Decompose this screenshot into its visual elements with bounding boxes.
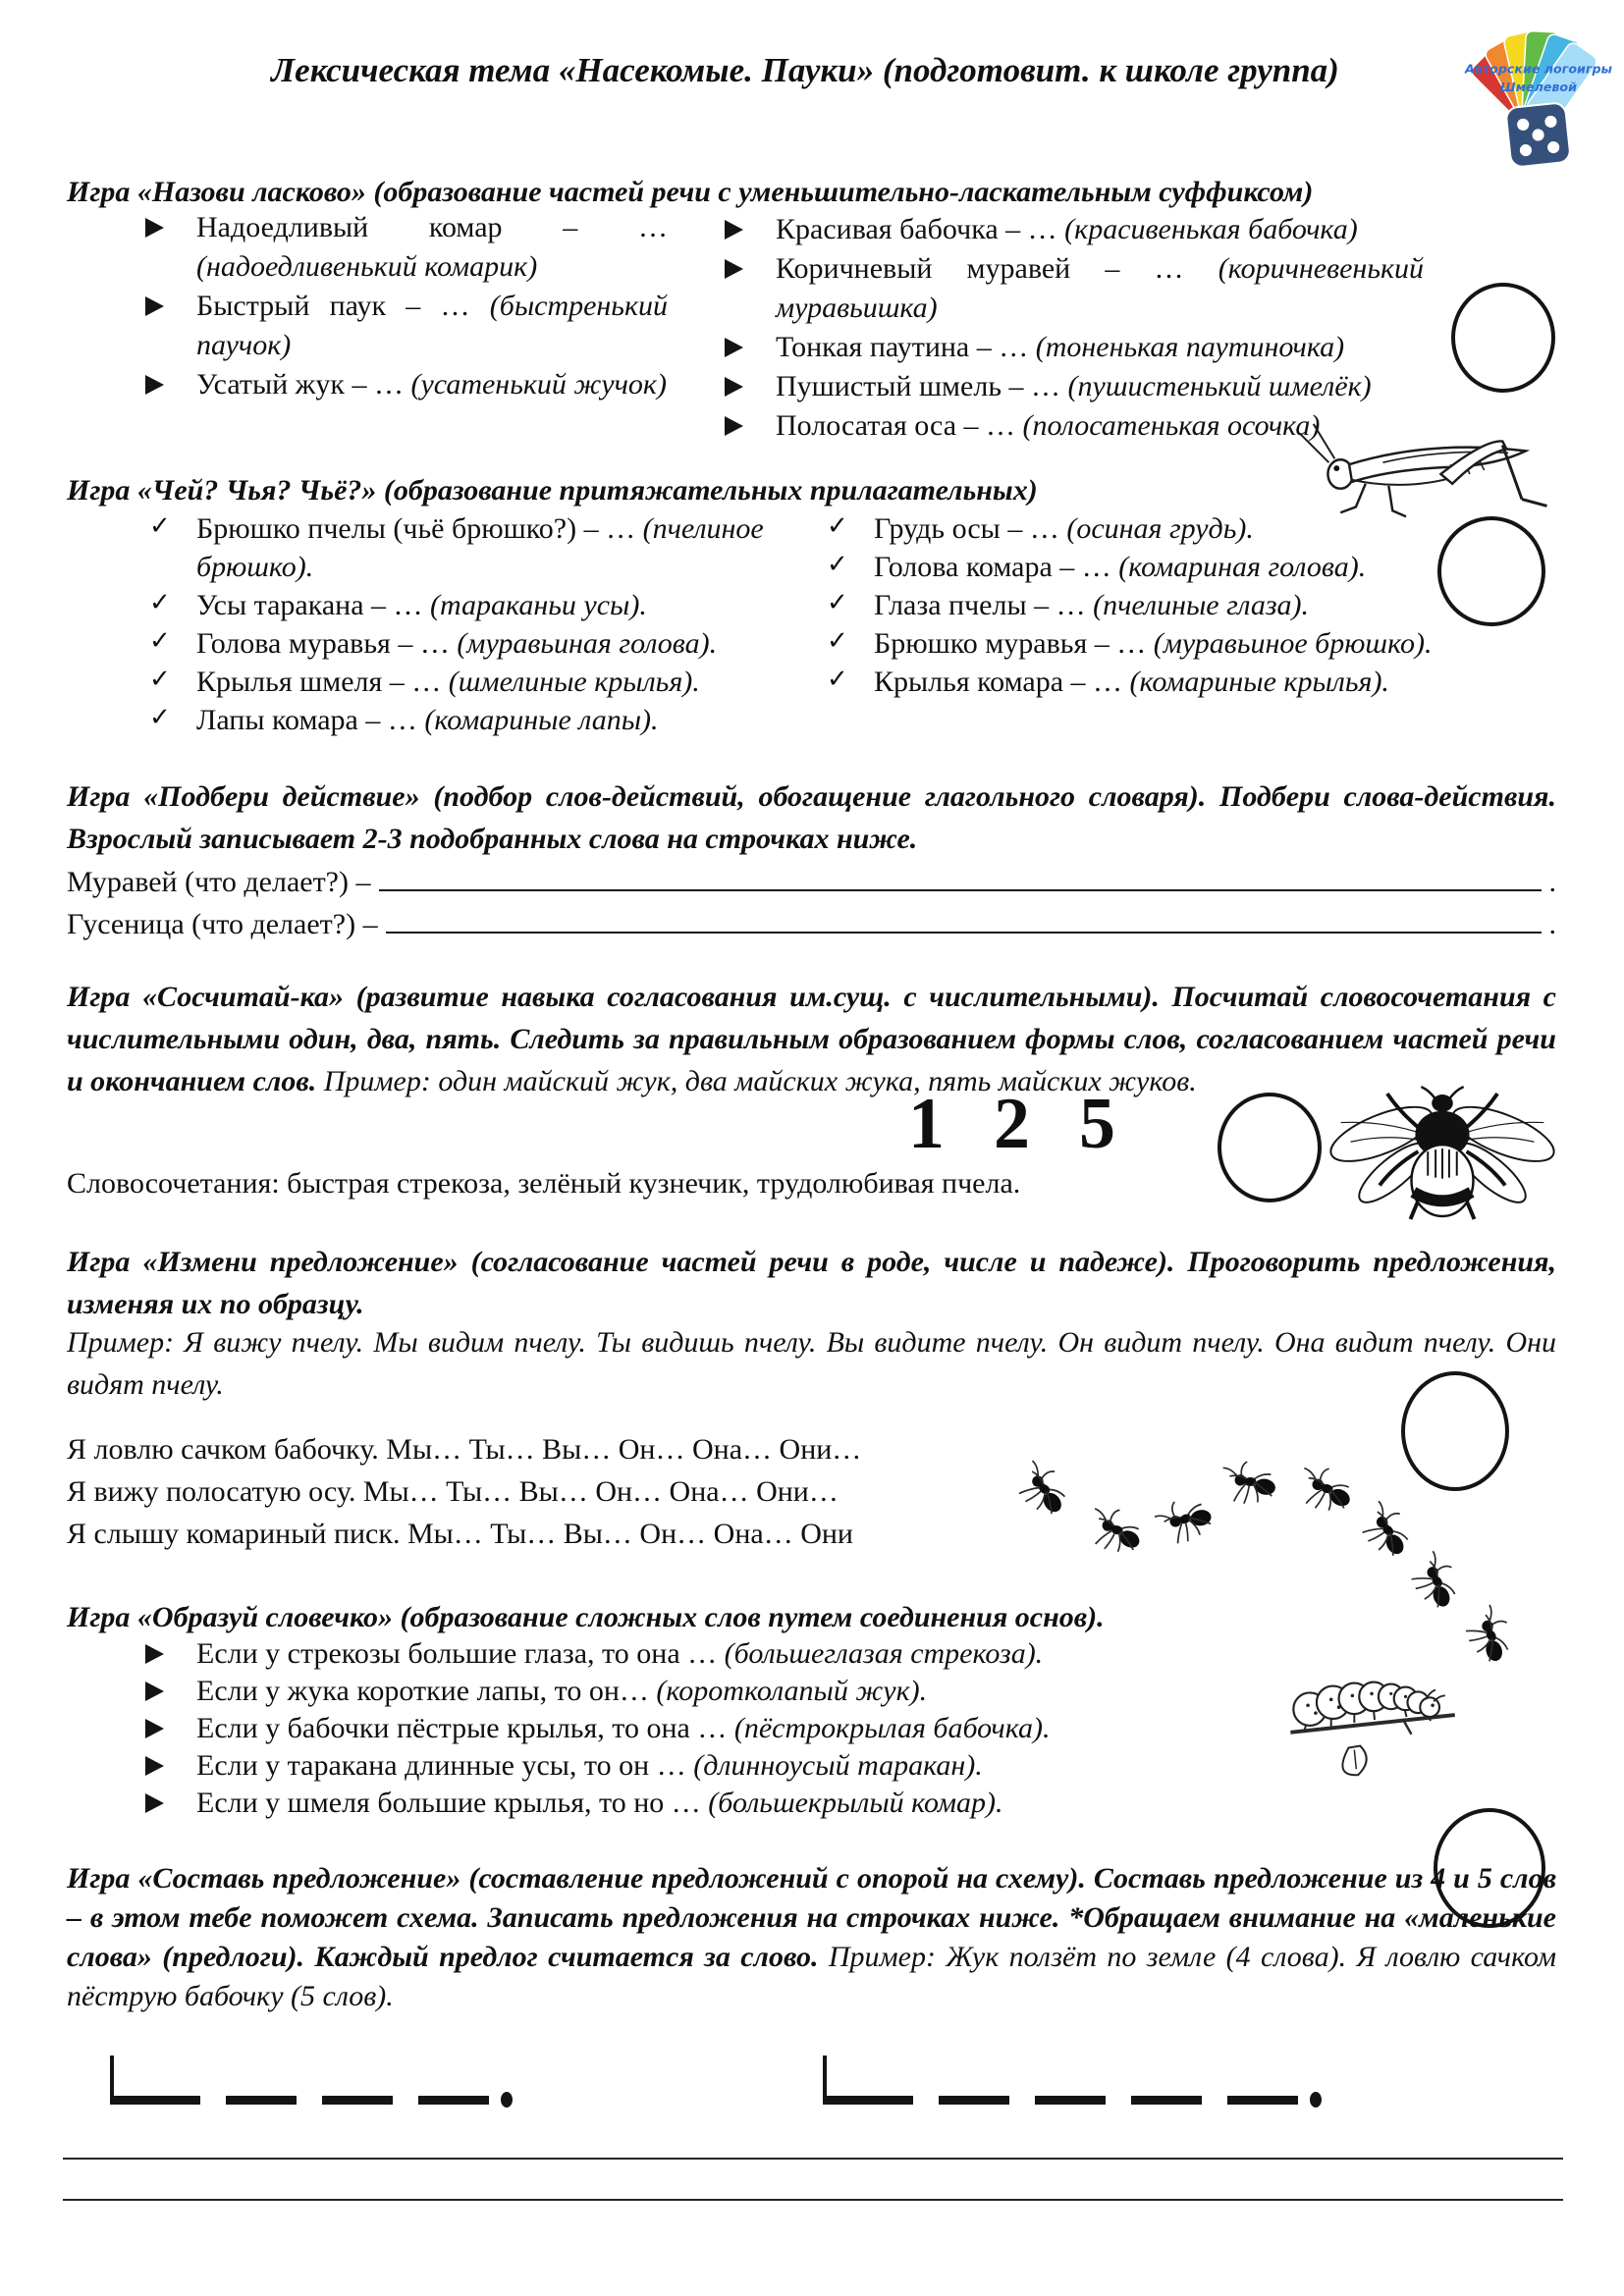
list-item — [776, 328, 1424, 367]
arrow-bullet-icon — [145, 1682, 164, 1701]
item-question: Быстрый паук – … — [196, 290, 470, 322]
list-item — [149, 701, 776, 739]
game1-left-column — [196, 208, 668, 404]
ant-icon — [1148, 1486, 1221, 1553]
arrow-bullet-icon — [145, 1756, 164, 1776]
item-question: Усы таракана – … — [196, 589, 423, 621]
item-answer: (осиная грудь). — [1066, 512, 1254, 545]
item-question: Пушистый шмель – … — [776, 370, 1061, 402]
arrow-bullet-icon — [725, 416, 743, 436]
logo — [1459, 20, 1618, 179]
arrow-bullet-icon — [725, 220, 743, 240]
check-bullet-icon: ✓ — [827, 511, 848, 541]
sentence: Я вижу полосатую осу. Мы… Ты… Вы… Он… Она… Они… — [67, 1475, 839, 1508]
sticker-circle — [1437, 516, 1545, 626]
word-dash — [110, 2096, 200, 2105]
arrow-bullet-icon — [725, 338, 743, 357]
word-dash — [1227, 2096, 1298, 2105]
item-answer: (комариная голова). — [1118, 551, 1367, 583]
caterpillar-icon — [1288, 1657, 1463, 1783]
item-answer: (пёстрокрылая бабочка). — [733, 1712, 1051, 1744]
fill-label: Муравей (что делает?) – — [67, 866, 371, 898]
word-dash — [322, 2096, 393, 2105]
check-bullet-icon: ✓ — [149, 703, 171, 732]
game5-sentences — [67, 1428, 1049, 1555]
word-dash — [823, 2096, 913, 2105]
list-item — [149, 663, 776, 701]
item-answer: (надоедливенький комарик) — [196, 250, 538, 283]
list-item — [149, 509, 776, 586]
arrow-bullet-icon — [145, 1644, 164, 1664]
item-answer: (комариные крылья). — [1129, 666, 1389, 698]
item-question: Тонкая паутина – … — [776, 331, 1029, 363]
item-question: Крылья шмеля – … — [196, 666, 442, 698]
bumblebee-illustration — [1322, 1084, 1563, 1229]
item-question: Брюшко муравья – … — [874, 627, 1147, 660]
check-bullet-icon: ✓ — [827, 588, 848, 617]
item-answer: (длинноусый таракан). — [693, 1749, 983, 1782]
check-bullet-icon: ✓ — [149, 511, 171, 541]
check-bullet-icon: ✓ — [149, 588, 171, 617]
item-question: Глаза пчелы – … — [874, 589, 1086, 621]
item-answer: (усатенький жучок) — [410, 368, 667, 400]
item-question: Грудь осы – … — [874, 512, 1059, 545]
item-question: Надоедливый комар – … — [196, 211, 668, 243]
game7-heading: Игра «Составь предложение» (составление предложений с опорой на схему). Составь предложение из 4 и 5 слов – в этом тебе поможет схема. Записать предложения на строчках ниже. *Обращаем внимание на «маленькие слова» (предлоги). Каждый предлог считается за слово. — [67, 1862, 1556, 1973]
item-question: Если у шмеля большие крылья, то но … — [196, 1787, 701, 1819]
game6-list — [196, 1635, 1394, 1822]
item-answer: (большеглазая стрекоза). — [724, 1637, 1044, 1670]
fill-tail: . — [1548, 866, 1556, 898]
item-answer: (тараканьи усы). — [430, 589, 647, 621]
game3-fill-line — [67, 856, 1556, 903]
counting-numbers — [908, 1084, 1115, 1164]
ant-icon — [1218, 1458, 1282, 1506]
word-dash — [418, 2096, 489, 2105]
game4-phrases: Словосочетания: быстрая стрекоза, зелёный кузнечик, трудолюбивая пчела. — [67, 1167, 1021, 1200]
check-bullet-icon: ✓ — [827, 626, 848, 656]
logo-text-line1: Авторские логоигры — [1465, 61, 1612, 77]
word-dash — [226, 2096, 297, 2105]
period-dot — [501, 2092, 513, 2108]
check-bullet-icon: ✓ — [149, 665, 171, 694]
game3-heading: Игра «Подбери действие» (подбор слов-действий, обогащение глагольного словаря). Подбери слова-действия. Взрослый записывает 2-3 подобранных слова на строчках ниже. — [67, 780, 1556, 855]
game1-heading: Игра «Назови ласково» (образование частей речи с уменьшительно-ласкательным суффиксом) — [67, 176, 1314, 208]
logo-text-line2: Шмелевой — [1500, 79, 1577, 94]
item-question: Лапы комара – … — [196, 704, 417, 736]
item-question: Если у жука короткие лапы, то он… — [196, 1675, 649, 1707]
number-one: 1 — [908, 1084, 945, 1164]
item-question: Если у стрекозы большие глаза, то она … — [196, 1637, 718, 1670]
fill-label: Гусеница (что делает?) – — [67, 908, 378, 940]
list-item — [776, 249, 1424, 328]
list-item — [196, 1710, 1394, 1747]
list-item — [776, 367, 1424, 406]
game6-heading: Игра «Образуй словечко» (образование сложных слов путем соединения основ). — [67, 1601, 1105, 1633]
ant-icon — [1350, 1494, 1425, 1567]
item-question: Коричневый муравей – … — [776, 252, 1184, 285]
list-item — [149, 586, 776, 624]
logo-cards-dice-icon — [1459, 20, 1618, 179]
number-two: 2 — [994, 1084, 1030, 1164]
sticker-circle — [1401, 1371, 1509, 1491]
list-item — [827, 586, 1507, 624]
list-item — [196, 1785, 1394, 1822]
arrow-bullet-icon — [725, 259, 743, 279]
check-bullet-icon: ✓ — [149, 626, 171, 656]
item-question: Голова комара – … — [874, 551, 1111, 583]
game4-heading: Игра «Сосчитай-ка» (развитие навыка согласования им.сущ. с числительными). Посчитай словосочетания с числительными один, два, пять. Следить за правильным образованием формы слов, согласованием частей речи и окончанием слов. — [67, 981, 1556, 1097]
item-answer: (муравьиная голова). — [457, 627, 718, 660]
fill-tail: . — [1548, 908, 1556, 940]
word-dash — [1131, 2096, 1202, 2105]
list-item — [196, 208, 668, 287]
item-answer: (быстренький паучок) — [196, 290, 668, 361]
item-question: Брюшко пчелы (чьё брюшко?) – … — [196, 512, 636, 545]
game3-fill-line — [67, 898, 1556, 945]
item-answer: (коротколапый жук). — [656, 1675, 928, 1707]
arrow-bullet-icon — [145, 375, 164, 395]
item-question: Крылья комара – … — [874, 666, 1123, 698]
grasshopper-icon — [1296, 414, 1576, 530]
caterpillar-illustration — [1288, 1657, 1463, 1783]
item-question: Голова муравья – … — [196, 627, 450, 660]
ant-icon — [1082, 1503, 1151, 1558]
item-answer: (пчелиное брюшко). — [196, 512, 764, 583]
item-question: Если у бабочки пёстрые крылья, то она … — [196, 1712, 728, 1744]
game2-heading: Игра «Чей? Чья? Чьё?» (образование притяжательных прилагательных) — [67, 474, 1038, 507]
arrow-bullet-icon — [145, 296, 164, 316]
page-title: Лексическая тема «Насекомые. Пауки» (подготовит. к школе группа) — [271, 51, 1339, 89]
game7-example: Пример: Жук ползёт по земле (4 слова). Я ловлю сачком пёструю бабочку (5 слов). — [67, 1941, 1557, 2012]
item-answer: (полосатенькая осочка) — [1022, 409, 1321, 442]
item-question: Красивая бабочка – … — [776, 213, 1057, 245]
item-question: Если у таракана длинные усы, то он … — [196, 1749, 686, 1782]
writing-line[interactable] — [63, 2199, 1563, 2201]
item-answer: (красивенькая бабочка) — [1064, 213, 1358, 245]
check-bullet-icon: ✓ — [827, 665, 848, 694]
game2-right-column — [827, 509, 1507, 701]
writing-line[interactable] — [63, 2158, 1563, 2160]
ant-icon — [1293, 1463, 1361, 1516]
item-answer: (пчелиные глаза). — [1093, 589, 1310, 621]
item-answer: (пушистенький шмелёк) — [1067, 370, 1372, 402]
list-item — [827, 663, 1507, 701]
item-answer: (тоненькая паутиночка) — [1035, 331, 1345, 363]
word-dash — [1035, 2096, 1106, 2105]
list-item — [196, 1673, 1394, 1710]
arrow-bullet-icon — [145, 1719, 164, 1738]
list-item — [196, 1635, 1394, 1673]
sentence: Я ловлю сачком бабочку. Мы… Ты… Вы… Он… Она… Они… — [67, 1433, 862, 1466]
list-item — [196, 365, 668, 404]
list-item — [196, 287, 668, 365]
game4-example: Пример: один майский жук, два майских жука, пять майских жуков. — [323, 1065, 1197, 1097]
game5-example: Пример: Я вижу пчелу. Мы видим пчелу. Ты видишь пчелу. Вы видите пчелу. Он видит пчелу. Она видит пчелу. Они видят пчелу. — [67, 1326, 1556, 1401]
arrow-bullet-icon — [145, 1793, 164, 1813]
list-item — [196, 1747, 1394, 1785]
check-bullet-icon: ✓ — [827, 550, 848, 579]
item-question: Полосатая оса – … — [776, 409, 1016, 442]
item-question: Усатый жук – … — [196, 368, 404, 400]
sentence-schema-5-words — [823, 2056, 1333, 2105]
list-item — [776, 210, 1424, 249]
item-answer: (большекрылый комар). — [708, 1787, 1003, 1819]
game5-heading: Игра «Измени предложение» (согласование частей речи в роде, числе и падеже). Проговорить предложения, изменяя их по образцу. — [67, 1246, 1556, 1320]
game7-paragraph — [67, 1859, 1556, 2016]
item-answer: (комариные лапы). — [424, 704, 659, 736]
word-dash — [939, 2096, 1009, 2105]
game2-left-column — [149, 509, 776, 739]
number-five: 5 — [1079, 1084, 1115, 1164]
sticker-circle — [1451, 283, 1555, 393]
item-answer: (шмелиные крылья). — [448, 666, 700, 698]
list-item — [827, 548, 1507, 586]
item-answer: (муравьиное брюшко). — [1153, 627, 1433, 660]
sentence: Я слышу комариный писк. Мы… Ты… Вы… Он… Она… Они — [67, 1518, 853, 1550]
list-item — [827, 624, 1507, 663]
period-dot — [1310, 2092, 1322, 2108]
item-answer: (коричневенький муравьишка) — [776, 252, 1424, 324]
sentence-schema-4-words — [110, 2056, 522, 2105]
list-item — [149, 624, 776, 663]
game1-right-column — [776, 210, 1424, 446]
bumblebee-icon — [1322, 1084, 1563, 1229]
grasshopper-illustration — [1296, 414, 1576, 530]
answer-blank[interactable] — [379, 856, 1542, 891]
arrow-bullet-icon — [145, 218, 164, 238]
answer-blank[interactable] — [386, 898, 1542, 934]
arrow-bullet-icon — [725, 377, 743, 397]
